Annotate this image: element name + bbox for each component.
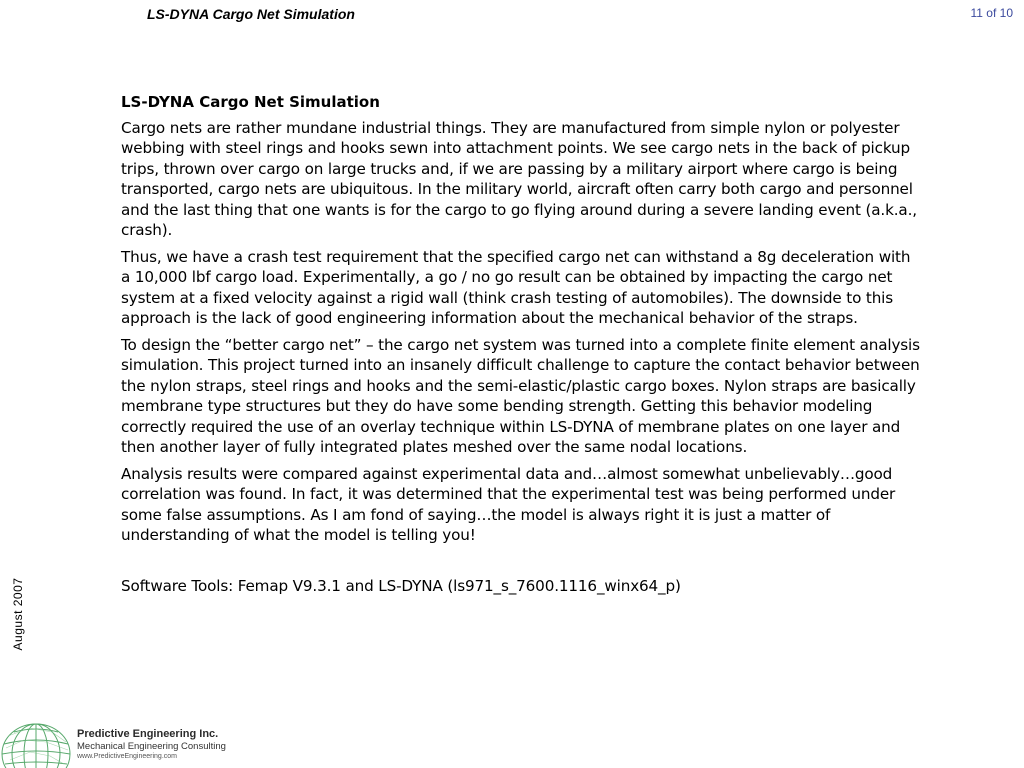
globe-icon: [0, 714, 72, 768]
software-tools-line: Software Tools: Femap V9.3.1 and LS-DYNA (ls971_s_7600.1116_winx64_p): [121, 576, 681, 595]
document-title: LS-DYNA Cargo Net Simulation: [121, 93, 380, 111]
header-title: LS-DYNA Cargo Net Simulation: [147, 6, 355, 22]
company-logo: [0, 710, 230, 768]
paragraph: Cargo nets are rather mundane industrial things. They are manufactured from simple nylon or polyester webbing with steel rings and hooks sewn into attachment points. We see cargo nets in the back of pickup trips, thrown over cargo on large trucks and, if we are passing by a military airport where cargo is being transported, cargo nets are ubiquitous. In the military world, aircraft often carry both cargo and personnel and the last thing that one wants is for the cargo to go flying around during a severe landing event (a.k.a., crash).: [121, 118, 917, 239]
paragraph: Analysis results were compared against experimental data and…almost somewhat unbelievably…good correlation was found. In fact, it was determined that the experimental test was being performed under some false assumptions. As I am fond of saying…the model is always right it is just a matter of understanding of what the model is telling you!: [121, 464, 896, 544]
company-tagline: Mechanical Engineering Consulting: [77, 741, 226, 752]
page-number: 11 of 10: [970, 6, 1013, 20]
main-content: [121, 92, 921, 602]
company-name: Predictive Engineering Inc.: [77, 728, 219, 740]
paragraph: Thus, we have a crash test requirement that the specified cargo net can withstand a 8g deceleration with a 10,000 lbf cargo load. Experimentally, a go / no go result can be obtained by impacting the cargo net system at a fixed velocity against a rigid wall (think crash testing of automobiles). The downside to this approach is the lack of good engineering information about the mechanical behavior of the straps.: [121, 247, 911, 327]
company-url: www.PredictiveEngineering.com: [77, 753, 177, 760]
paragraph: To design the “better cargo net” – the cargo net system was turned into a complete finite element analysis simulation. This project turned into an insanely difficult challenge to capture the contact behavior between the nylon straps, steel rings and hooks and the semi-elastic/plastic cargo boxes. Nylon straps are basically membrane type structures but they do have some bending strength. Getting this behavior modeling correctly required the use of an overlay technique within LS-DYNA of membrane plates on one layer and then another layer of fully integrated plates meshed over the same nodal locations.: [121, 335, 920, 456]
side-date: August 2007: [11, 577, 25, 651]
